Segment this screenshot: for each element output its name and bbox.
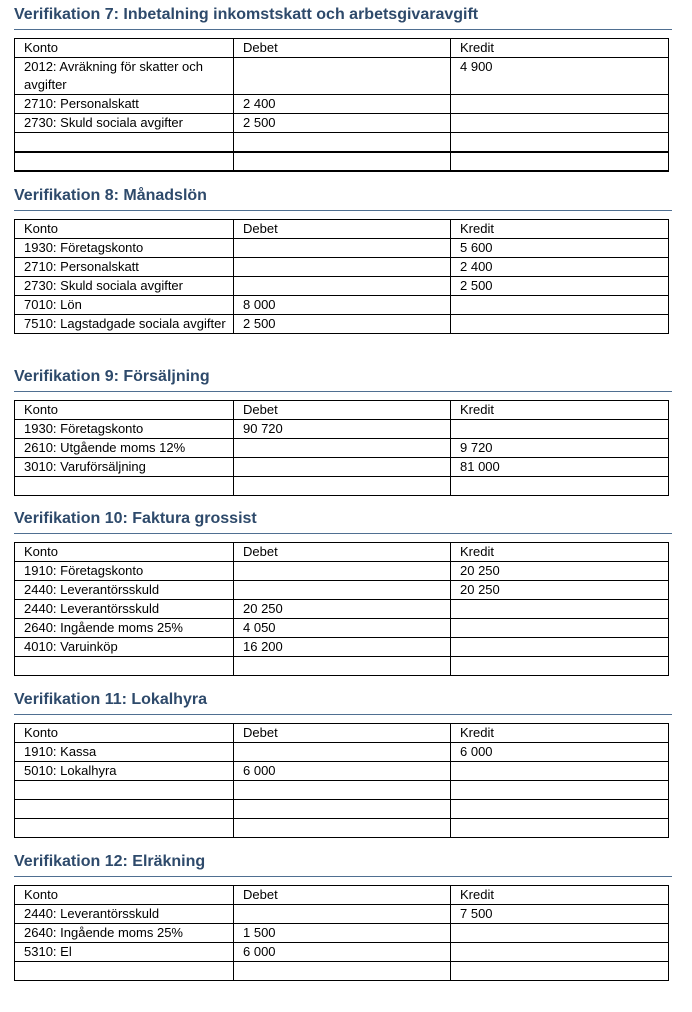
kredit-cell: 7 500 xyxy=(451,905,669,924)
table-row xyxy=(15,95,669,114)
kredit-cell xyxy=(451,781,669,800)
konto-cell xyxy=(15,819,234,838)
debet-cell xyxy=(234,477,451,496)
header-kredit: Kredit xyxy=(451,220,669,239)
table-row xyxy=(15,133,669,152)
debet-cell: 90 720 xyxy=(234,420,451,439)
konto-cell: 2710: Personalskatt xyxy=(15,95,234,114)
header-debet: Debet xyxy=(234,220,451,239)
kredit-cell xyxy=(451,962,669,981)
table-row xyxy=(15,619,669,638)
table-row xyxy=(15,239,669,258)
kredit-cell xyxy=(451,657,669,676)
header-konto: Konto xyxy=(15,401,234,420)
table-row xyxy=(15,781,669,800)
kredit-cell xyxy=(451,95,669,114)
header-konto: Konto xyxy=(15,39,234,58)
kredit-cell xyxy=(451,477,669,496)
table-row xyxy=(15,924,669,943)
konto-cell: 1930: Företagskonto xyxy=(15,420,234,439)
verification-10 xyxy=(14,509,672,654)
journal-table xyxy=(14,219,669,334)
verification-title: Verifikation 8: Månadslön xyxy=(14,186,672,211)
kredit-cell xyxy=(451,638,669,657)
header-debet: Debet xyxy=(234,886,451,905)
kredit-cell: 4 900 xyxy=(451,58,669,95)
debet-cell xyxy=(234,562,451,581)
kredit-cell: 20 250 xyxy=(451,581,669,600)
header-kredit: Kredit xyxy=(451,543,669,562)
debet-cell xyxy=(234,905,451,924)
table-row xyxy=(15,315,669,334)
kredit-cell xyxy=(451,619,669,638)
debet-cell: 2 400 xyxy=(234,95,451,114)
kredit-cell xyxy=(451,819,669,838)
kredit-cell xyxy=(451,924,669,943)
konto-cell: 5010: Lokalhyra xyxy=(15,762,234,781)
journal-table xyxy=(14,723,669,838)
debet-cell xyxy=(234,800,451,819)
konto-cell: 7510: Lagstadgade sociala avgifter xyxy=(15,315,234,334)
table-row xyxy=(15,800,669,819)
kredit-cell xyxy=(451,420,669,439)
header-row xyxy=(15,39,669,58)
kredit-cell: 2 400 xyxy=(451,258,669,277)
header-konto: Konto xyxy=(15,724,234,743)
debet-cell xyxy=(234,819,451,838)
header-row xyxy=(15,886,669,905)
debet-cell xyxy=(234,133,451,152)
table-row xyxy=(15,58,669,95)
table-row xyxy=(15,114,669,133)
debet-cell xyxy=(234,781,451,800)
journal-table xyxy=(14,542,669,676)
header-row xyxy=(15,543,669,562)
kredit-cell xyxy=(451,315,669,334)
debet-cell: 4 050 xyxy=(234,619,451,638)
header-konto: Konto xyxy=(15,543,234,562)
debet-cell xyxy=(234,58,451,95)
table-row xyxy=(15,562,669,581)
header-debet: Debet xyxy=(234,543,451,562)
debet-cell: 1 500 xyxy=(234,924,451,943)
table-row xyxy=(15,152,669,171)
table-row xyxy=(15,277,669,296)
verification-9 xyxy=(14,367,672,474)
konto-cell xyxy=(15,133,234,152)
konto-cell xyxy=(15,800,234,819)
table-row xyxy=(15,439,669,458)
debet-cell xyxy=(234,258,451,277)
debet-cell xyxy=(234,743,451,762)
table-row xyxy=(15,296,669,315)
debet-cell xyxy=(234,458,451,477)
table-row xyxy=(15,420,669,439)
verification-title: Verifikation 7: Inbetalning inkomstskatt och arbetsgivaravgift xyxy=(14,5,672,30)
header-kredit: Kredit xyxy=(451,401,669,420)
header-konto: Konto xyxy=(15,220,234,239)
header-kredit: Kredit xyxy=(451,39,669,58)
konto-cell: 1910: Företagskonto xyxy=(15,562,234,581)
debet-cell: 8 000 xyxy=(234,296,451,315)
konto-cell: 5310: El xyxy=(15,943,234,962)
konto-cell: 4010: Varuinköp xyxy=(15,638,234,657)
kredit-cell xyxy=(451,296,669,315)
verification-12 xyxy=(14,852,672,959)
verification-11 xyxy=(14,690,672,778)
kredit-cell: 5 600 xyxy=(451,239,669,258)
debet-cell: 20 250 xyxy=(234,600,451,619)
kredit-cell: 6 000 xyxy=(451,743,669,762)
kredit-cell xyxy=(451,800,669,819)
table-row xyxy=(15,600,669,619)
header-row xyxy=(15,724,669,743)
debet-cell xyxy=(234,657,451,676)
kredit-cell xyxy=(451,943,669,962)
verification-title: Verifikation 12: Elräkning xyxy=(14,852,672,877)
konto-cell: 2440: Leverantörsskuld xyxy=(15,600,234,619)
debet-cell: 2 500 xyxy=(234,114,451,133)
konto-cell: 2440: Leverantörsskuld xyxy=(15,905,234,924)
kredit-cell: 81 000 xyxy=(451,458,669,477)
konto-cell xyxy=(15,657,234,676)
header-konto: Konto xyxy=(15,886,234,905)
table-row xyxy=(15,743,669,762)
konto-cell xyxy=(15,152,234,171)
konto-cell: 2730: Skuld sociala avgifter xyxy=(15,277,234,296)
verification-8 xyxy=(14,186,672,331)
table-row xyxy=(15,943,669,962)
debet-cell: 16 200 xyxy=(234,638,451,657)
debet-cell xyxy=(234,581,451,600)
kredit-cell: 9 720 xyxy=(451,439,669,458)
konto-cell xyxy=(15,477,234,496)
table-row xyxy=(15,762,669,781)
table-row xyxy=(15,258,669,277)
kredit-cell: 20 250 xyxy=(451,562,669,581)
konto-cell: 2710: Personalskatt xyxy=(15,258,234,277)
konto-cell xyxy=(15,781,234,800)
konto-cell: 2640: Ingående moms 25% xyxy=(15,619,234,638)
table-row xyxy=(15,638,669,657)
kredit-cell xyxy=(451,600,669,619)
konto-cell: 1910: Kassa xyxy=(15,743,234,762)
kredit-cell xyxy=(451,762,669,781)
debet-cell: 2 500 xyxy=(234,315,451,334)
debet-cell xyxy=(234,439,451,458)
debet-cell: 6 000 xyxy=(234,762,451,781)
table-row xyxy=(15,477,669,496)
debet-cell: 6 000 xyxy=(234,943,451,962)
verification-title: Verifikation 9: Försäljning xyxy=(14,367,672,392)
konto-cell: 2640: Ingående moms 25% xyxy=(15,924,234,943)
journal-table xyxy=(14,38,669,172)
journal-table xyxy=(14,400,669,496)
table-row xyxy=(15,581,669,600)
debet-cell xyxy=(234,239,451,258)
header-debet: Debet xyxy=(234,39,451,58)
konto-cell: 2730: Skuld sociala avgifter xyxy=(15,114,234,133)
konto-cell xyxy=(15,962,234,981)
journal-table xyxy=(14,885,669,981)
konto-cell: 2012: Avräkning för skatter och avgifter xyxy=(15,58,234,95)
konto-cell: 2440: Leverantörsskuld xyxy=(15,581,234,600)
verification-title: Verifikation 10: Faktura grossist xyxy=(14,509,672,534)
debet-cell xyxy=(234,277,451,296)
header-debet: Debet xyxy=(234,401,451,420)
table-row xyxy=(15,962,669,981)
table-row xyxy=(15,819,669,838)
kredit-cell: 2 500 xyxy=(451,277,669,296)
header-kredit: Kredit xyxy=(451,724,669,743)
verification-title: Verifikation 11: Lokalhyra xyxy=(14,690,672,715)
kredit-cell xyxy=(451,152,669,171)
konto-cell: 2610: Utgående moms 12% xyxy=(15,439,234,458)
verification-7 xyxy=(14,5,672,130)
header-row xyxy=(15,220,669,239)
debet-cell xyxy=(234,152,451,171)
table-row xyxy=(15,905,669,924)
konto-cell: 1930: Företagskonto xyxy=(15,239,234,258)
kredit-cell xyxy=(451,133,669,152)
debet-cell xyxy=(234,962,451,981)
konto-cell: 3010: Varuförsäljning xyxy=(15,458,234,477)
header-row xyxy=(15,401,669,420)
header-debet: Debet xyxy=(234,724,451,743)
konto-cell: 7010: Lön xyxy=(15,296,234,315)
kredit-cell xyxy=(451,114,669,133)
header-kredit: Kredit xyxy=(451,886,669,905)
table-row xyxy=(15,458,669,477)
table-row xyxy=(15,657,669,676)
